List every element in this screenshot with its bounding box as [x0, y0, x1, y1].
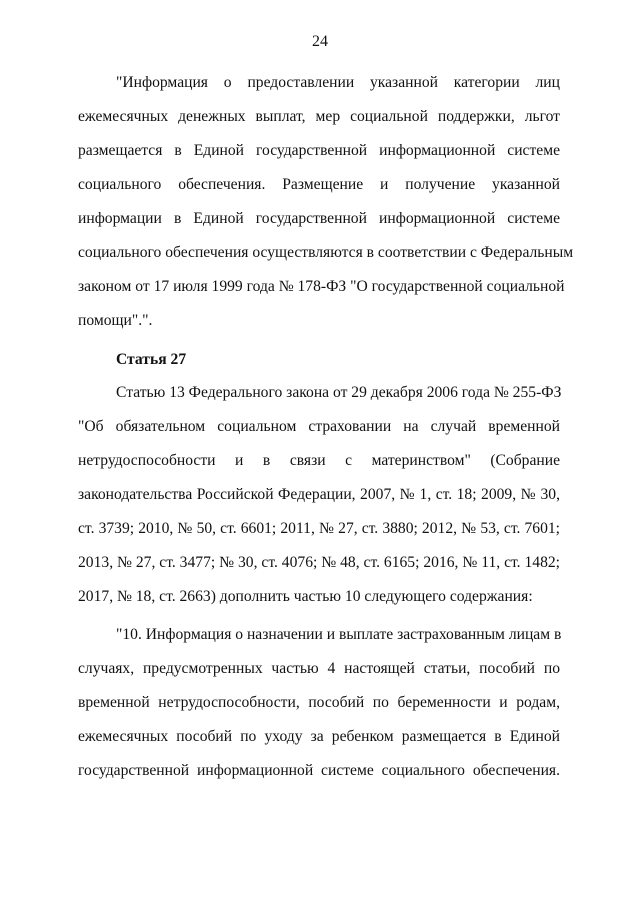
paragraph-line: социального обеспечения осуществляются в соответствии с Федеральным	[78, 244, 574, 261]
paragraph-line: ежемесячных денежных выплат, мер социальной поддержки, льгот	[78, 108, 560, 125]
paragraph-line: 2017, № 18, ст. 2663) дополнить частью 10 следующего содержания:	[78, 588, 533, 605]
paragraph-line: государственной информационной системе социального обеспечения.	[78, 762, 560, 779]
paragraph-line: размещается в Единой государственной информационной системе	[78, 142, 560, 159]
paragraph-line: временной нетрудоспособности, пособий по беременности и родам,	[78, 694, 560, 711]
paragraph-part-10	[78, 618, 560, 788]
paragraph-line: "Об обязательном социальном страховании на случай временной	[78, 418, 560, 435]
paragraph-line: "10. Информация о назначении и выплате застрахованным лицам в	[116, 626, 562, 643]
paragraph-line: ст. 3739; 2010, № 50, ст. 6601; 2011, № 27, ст. 3880; 2012, № 53, ст. 7601;	[78, 520, 560, 537]
paragraph-line: законом от 17 июля 1999 года № 178-ФЗ "О государственной социальной	[78, 278, 565, 295]
paragraph-line: 2013, № 27, ст. 3477; № 30, ст. 4076; № 48, ст. 6165; 2016, № 11, ст. 1482;	[78, 554, 560, 571]
paragraph-line: "Информация о предоставлении указанной категории лиц	[116, 74, 560, 91]
paragraph-line: Статью 13 Федерального закона от 29 декабря 2006 года № 255-ФЗ	[116, 384, 562, 401]
page-number: 24	[312, 33, 328, 50]
paragraph-line: ежемесячных пособий по уходу за ребенком размещается в Единой	[78, 728, 560, 745]
paragraph-information-provision	[78, 66, 574, 338]
paragraph-line: случаях, предусмотренных частью 4 настоящей статьи, пособий по	[78, 660, 560, 677]
paragraph-line: социального обеспечения. Размещение и получение указанной	[78, 176, 560, 193]
paragraph-line: информации в Единой государственной информационной системе	[78, 210, 560, 227]
paragraph-line: помощи".".	[78, 312, 153, 329]
article-heading: Статья 27	[116, 351, 187, 368]
paragraph-article-amendment	[78, 376, 560, 614]
paragraph-line: нетрудоспособности и в связи с материнством" (Собрание	[78, 452, 560, 469]
paragraph-line: законодательства Российской Федерации, 2007, № 1, ст. 18; 2009, № 30,	[78, 486, 560, 503]
article-heading-block	[78, 343, 560, 377]
